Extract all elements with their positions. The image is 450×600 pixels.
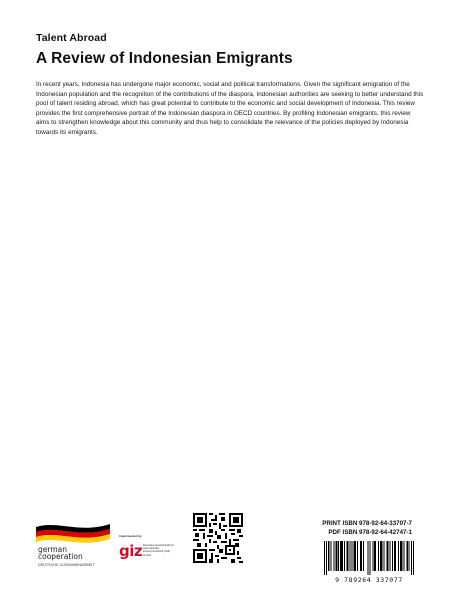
german-cooperation-subtitle: DEUTSCHE ZUSAMMENARBEIT (38, 563, 95, 567)
german-cooperation-wordmark: german cooperation (38, 545, 83, 561)
pdf-isbn: PDF ISBN 978-92-64-42747-1 (328, 529, 412, 536)
barcode-icon (324, 541, 414, 575)
series-title: Talent Abroad (36, 32, 107, 44)
barcode-number: 9 789264 337077 (335, 576, 403, 584)
print-isbn: PRINT ISBN 978-92-64-33707-7 (322, 520, 412, 527)
isbn-block (322, 519, 412, 537)
german-flag-icon (36, 522, 110, 544)
abstract-text: In recent years, Indonesia has undergone major economic, social and political transformations. Given the significant emigration of the Indonesian population and the recognition of the contributions of the diaspora, Indonesian authorities are seeking to better understand this pool of talent residing abroad, which has great potential to contribute to the economic and social development of Indonesia. This review provides the first comprehensive portrait of the Indonesian diaspora in OECD countries. By profiling Indonesian emigrants, this review aims to strengthen knowledge about this community and thus help to consolidate the relevance of the policies deployed by Indonesia towards its emigrants. (36, 81, 424, 136)
giz-wordmark: giz (119, 542, 143, 560)
qr-code-icon[interactable] (193, 513, 243, 563)
german-cooperation-logo (36, 522, 110, 572)
giz-logo (119, 534, 175, 566)
giz-full-name: Deutsche Gesellschaft für Internationale Zusammenarbeit (GIZ) GmbH (143, 544, 174, 557)
page-title: A Review of Indonesian Emigrants (36, 50, 293, 67)
giz-implemented-label: Implemented by (119, 534, 142, 538)
